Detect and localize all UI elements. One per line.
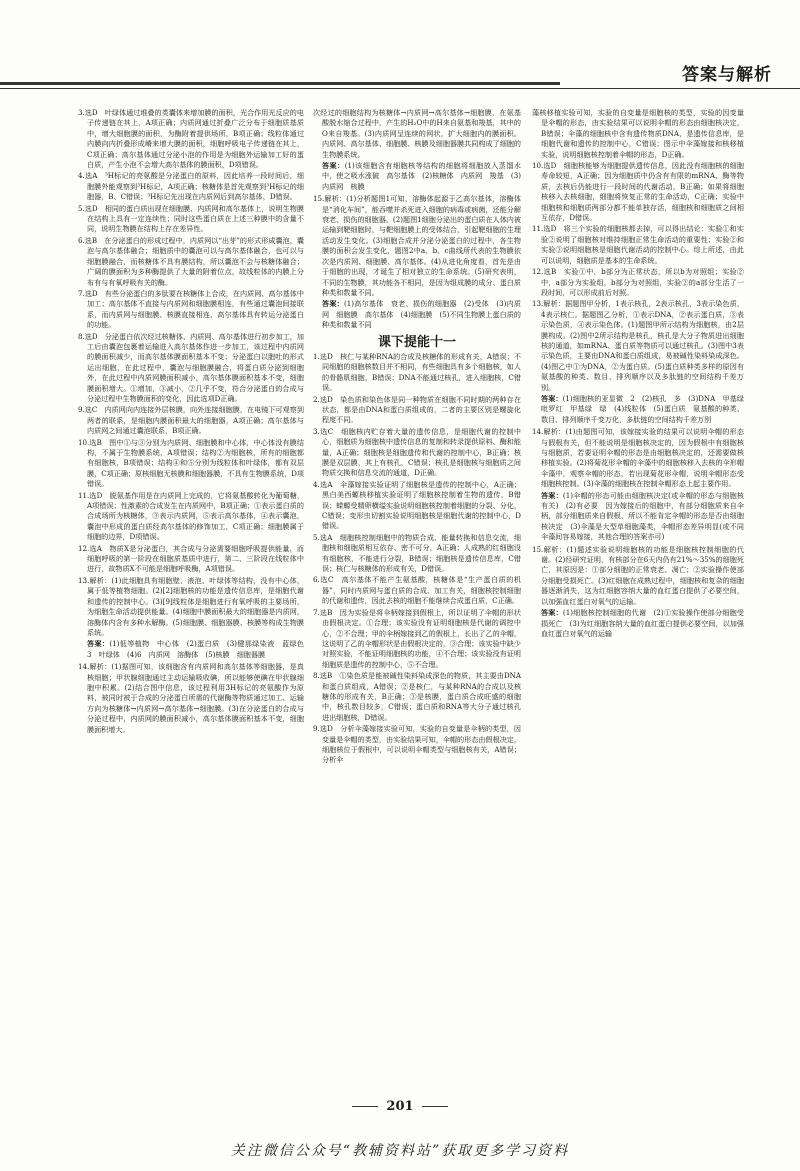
explanation-item: 10.选B 图中①与③分别为内质网、细胞膜和中心体，中心体没有膜结构，不属于生物膜系统，A项错误；结构②为细胞核，所有的细胞都有细胞核，B项错误；结构④和⑤分别为线粒体和叶绿体，都有双层膜，C项正确；原核细胞无核膜和细胞器膜，不具有生物膜系统，D项错误。	[78, 437, 304, 489]
answer-block	[313, 161, 521, 192]
explanation-item: 12.选B 实验①中，b部分为正常状态，所以b为对照组；实验②中，a部分为实验组，b部分为对照组，实验②的a部分生活了一段时间，可以形成前后对照。	[532, 267, 744, 297]
explanation-item: 14.解析：(1)据图可知，该细胞含有内质网和高尔基体等细胞器，是真核细胞；甲状腺细胞通过主动运输吸收碘，所以能够使碘在甲状腺细胞中积累。(2)结合图中信息，该过程利用3H标记的亮氨酸作为原料，被同时被于合成的分泌蛋白所需的代谢酶等物质通过加工、运输方向为核糖体→内质网→高尔基体→细胞膜。(3)在分泌蛋白的合成与分泌过程中，内质网的膜面积减小，高尔基体膜面积基本不变，细胞膜面积增大。	[78, 662, 304, 734]
answer-label: 答案：	[87, 639, 110, 649]
footer-note: 关注微信公众号“教辅资料站”获取更多学习资料	[230, 1143, 570, 1159]
column-1	[78, 108, 312, 1108]
page-number-row	[0, 1099, 800, 1114]
page-header	[0, 0, 800, 92]
column-3	[532, 108, 744, 1108]
explanation-item: 10.选D 细胞核能够为细胞提供遗传信息，因此没有细胞核的细胞寿命较短，A正确；因为细胞质中仍含有有限的mRNA、酶等物质，去核后仍能进行一段时间的代谢活动，B正确；如果将细胞核移入去核细胞，细胞将恢复正常的生命活动，C正确；实验中细胞核和细胞质两部分都不能单独存活，细胞核和细胞质之间相互依存，D错误。	[532, 161, 744, 223]
answer-text: (1)该细胞含有细胞核等结构的细胞将细胞放入蒸馏水中，使之吸水涨破 高尔基体 (2)核糖体 内质网 羧基 (3)内质网 核膜	[322, 161, 522, 191]
explanation-item: 次经过的细胞结构为核糖体→内质网→高尔基体→细胞膜，在氨基酸脱水缩合过程中，产生的H₂O中的H来自氨基和羧基，其中的O来自羧基。(3)内质网呈连续的网状，扩大细胞内的膜面积。内质网、高尔基体、细胞膜、核膜及细胞器膜共同构成了细胞的生物膜系统。	[313, 108, 521, 159]
answer-label: 答案：	[541, 490, 563, 500]
answer-block	[532, 394, 744, 425]
answer-label: 答案：	[541, 608, 563, 618]
explanation-item: 11.选D 将三个实验的细胞核都去掉，可以得出结论：实验①和实验②说明了细胞核对维持细胞正常生命活动的重要性；实验②和实验③说明细胞核是细胞代谢活动的控制中心。综上所述，由此可以说明，细胞质是基本的生命系统。	[532, 224, 744, 265]
header-thick-rule	[0, 82, 560, 85]
header-title: 答案与解析	[682, 65, 772, 85]
page-number: 201	[386, 1099, 414, 1114]
explanation-item: 3.选C 细胞核内贮存着大量的遗传信息，是细胞代谢的控制中心，细胞质为细胞核中遗传信息的复制和转录提供原料、酶和能量，A正确；细胞核是细胞遗传和代谢的控制中心，B正确；核膜是双层膜，其上有核孔，C错误；核孔是细胞核与细胞质之间物质交换和信息交流的通道，D正确。	[313, 426, 521, 478]
answer-block	[78, 639, 312, 660]
answer-label: 答案：	[322, 299, 344, 309]
answer-block	[532, 491, 744, 543]
explanation-item: 9.选D 分析伞藻嫁接实验可知，实验的自变量是伞柄的类型，因变量是伞帽的类型，由实验结果可知，伞帽的形态由假根决定，细胞核位于假根中，可以说明伞帽类型与细胞核有关，A错误；分析伞	[313, 724, 521, 765]
explanation-item: 1.选D 核仁与某种RNA的合成及核糖体的形成有关，A错误；不同细胞的细胞核数目并不相同，有些细胞具有多个细胞核，如人的骨骼肌细胞，B错误；DNA不能通过核孔，进入细胞核，C错误。	[313, 351, 521, 393]
answer-text: (1)低等植物 中心体 (2)蛋白质 (3)健那绿染液 蓝绿色 3 叶绿体 (4)6 内质网 溶酶体 (5)核膜 细胞器膜	[87, 639, 312, 659]
answer-block	[313, 299, 521, 330]
explanation-item: 5.选A 细胞核控制细胞中的物质合成、能量转换和信息交流，细胞核和细胞质相互依存、密不可分，A正确；人成熟的红细胞没有细胞核，不能进行分裂，B错误；细胞核是遗传信息库，C错误；核仁与核糖体的形成有关，D错误。	[313, 532, 521, 574]
explanation-item: 藻核移植实验可知，实验的自变量是细胞核的类型，实验的因变量是伞帽的形态，由实验结果可以说明伞帽的形态由细胞核决定，B错误；伞藻的细胞核中含有遗传物质DNA，是遗传信息库，是细胞代谢和遗传的控制中心，C错误；图示中伞藻嫁接和核移植实验，说明细胞核控制着伞帽的形态，D正确。	[532, 108, 744, 159]
answer-label: 答案：	[541, 393, 563, 403]
explanation-item: 2.选D 染色质和染色体是同一种物质在细胞不同时期的两种存在状态，都是由DNA和蛋白质组成的，二者的主要区别是螺旋化程度不同。	[313, 394, 521, 425]
explanation-item: 3.选D 叶绿体通过堆叠的类囊体来增加膜的面积，光合作用光反应的电子传递链在其上，A项正确；内质网通过折叠广泛分布于细胞质基质中，增大细胞膜的面积，为酶附着提供场所，B项正确；线粒体通过内膜向内折叠形成嵴来增大膜的面积，细胞呼吸电子传递链在其上，C项正确；高尔基体通过分泌小泡的作用是为细胞外运输加工好的蛋白质，产生小泡不会增大高尔基体的膜面积，D项错误。	[78, 108, 304, 170]
answer-block	[532, 608, 744, 639]
answer-label: 答案：	[322, 161, 345, 171]
explanation-item: 12.选A 物质X是分泌蛋白，其合成与分泌需要细胞呼吸提供能量，而细胞呼吸的第一阶段在细胞质基质中进行，第二、三阶段在线粒体中进行，故物质X不可能是细胞呼吸酶，A项错误。	[78, 543, 304, 574]
explanation-item: 14.解析：(1)由题图可知，该嫁接实验的结果可以说明伞帽的形态与假根有关，但不能说明是细胞核决定的，因为假根中有细胞核与细胞质，若要证明伞帽的形态是由细胞核决定的，还需要做核移植实验。(2)将菊花形伞帽的伞藻中的细胞核移入去核的伞形帽伞藻中，观察伞帽的形态，若出现菊花形伞帽，说明伞帽形态受细胞核控制。(3)伞藻的细胞核在控制伞帽形态上起主要作用。	[532, 427, 744, 489]
explanation-item: 7.选D 有些分泌蛋白的多肽要在核糖体上合成，在内质网、高尔基体中加工；高尔基体不直接与内质网和细胞膜相连，有些通过囊泡间接联系，而内质网与细胞膜、核膜直接相连，高尔基体具有转运分泌蛋白的功能。	[78, 288, 304, 330]
explanation-item: 11.选D 脱氨基作用是在内质网上完成的，它将氨基酸转化为葡萄糖，A项错误；性激素的合成发生在内质网中，B项正确；①表示蛋白质的合成场所为核糖体，③表示内质网，⑤表示高尔基体，④表示囊泡，囊泡中形成的蛋白质经高尔基体的修饰加工，C项正确；细胞膜属于细胞的边界，D项错误。	[78, 490, 304, 542]
explanation-item: 8.选B ①染色质是能被碱性染料染成深色的物质，其主要由DNA和蛋白质组成，A错误；②是核仁，与某种RNA的合成以及核糖体的形成有关，B正确；③是核膜，蛋白质合成旺盛的细胞中，核孔数目较多，C错误；蛋白质和RNA等大分子通过核孔进出细胞核，D错误。	[313, 671, 521, 722]
answer-text: (1)伞帽的形态可能由细胞核决定(或伞帽的形态与细胞核有关) (2)有必要 因为嫁接后的细胞中，有部分细胞质来自伞柄，部分细胞质来自假根，所以不能肯定伞帽的形态是否由细胞核决定 (3)伞藻是大型单细胞藻类，伞帽形态差异明显(或不同伞藻间容易嫁接，其他合理的答案亦可)	[541, 490, 744, 542]
explanation-item: 15.解析：(1)题述实验说明细胞核的功能是细胞核控制细胞的代谢。(2)经研究证明，有核部分在6天内仍有21%～35%的细胞死亡，其原因是：①部分细胞的正常衰老、凋亡；②实验操作使部分细胞受损死亡。(3)红细胞在成熟过程中，细胞核和复杂的细胞器逐渐消失，这为红细胞容纳大量的血红蛋白提供了必要空间，以加强血红蛋白对氧气的运输。	[532, 544, 744, 606]
answer-text: (1)细胞核的亚显微 2 (2)核孔 多 (3)DNA 甲基绿吡罗红 甲基绿 绿 (4)线粒体 (5)蛋白质 氨基酸的种类、数目、排列顺序千变万化，多肽链的空间结构千差万别	[541, 393, 744, 424]
explanation-item: 4.选A 伞藻嫁接实验证明了细胞核是遗传的控制中心，A正确；黑白美西螈核移植实验证明了细胞核控制着生物的遗传，B错误；蝾螈受精卵横缢实验说明细胞核控制着细胞的分裂、分化，C错误；变形虫切割实验说明细胞核是细胞代谢的控制中心，D错误。	[313, 479, 521, 531]
header-rule	[0, 88, 800, 89]
section-heading: 课下提能十一	[377, 334, 456, 350]
explanation-item: 8.选D 分泌蛋白依次经过核糖体、内质网、高尔基体进行初步加工，加工后由囊泡包裹着运输进入高尔基体作进一步加工，该过程中内质网的膜面积减少，而高尔基体膜面积基本不变；分泌蛋白以胞吐的形式运出细胞，在此过程中，囊泡与细胞膜融合，将蛋白质分泌到细胞外，在此过程中内质网膜面积减小，高尔基体膜面积基本不变，细胞膜面积增大。①增加，③减小，②几乎不变，符合分泌蛋白的合成与分泌过程中生物膜面积的变化，因此选项D正确。	[78, 331, 304, 403]
page-number-rule-right	[422, 1106, 448, 1107]
explanation-item: 15.解析：(1)分析题图1可知，溶酶体起源于乙高尔基体，溶酶体是“消化车间”，能吞噬并杀死进入细胞的病毒或病菌，还能分解衰老、损伤的细胞器。(2)题图1细胞分泌出的蛋白质在人体内被运输到靶细胞时，与靶细胞膜上的受体结合，引起靶细胞的生理活动发生变化。(3)细胞合成并分泌分泌蛋白的过程中，各生物膜的面积会发生变化，题图2中a、b、c曲线所代表的生物膜依次是内质网、细胞膜、高尔基体。(4)从进化角度看，首先是由于细胞的出现，才诞生了相对独立的生命系统。(5)研究表明，不同的生物膜，其功能各不相同，是因为组成膜的成分、蛋白质种类和数量不同。	[313, 194, 521, 297]
explanation-item: 5.选D 相同的蛋白质出现在细胞膜、内质网和高尔基体上，说明生物膜在结构上具有一定连续性；同时这些蛋白质在上述三种膜中的含量不同，说明生物膜在结构上存在差异性。	[78, 203, 304, 234]
explanation-item: 4.选A ³H标记的亮氨酸是分泌蛋白的原料，因此培养一段时间后，细胞膜外能观察到³H标记，A项正确；核糖体是首先观察到³H标记的细胞器，B、C错误；³H标记先出现在内质网后到高尔基体，D错误。	[78, 171, 304, 202]
explanation-item: 7.选B 因为实验是将伞柄嫁接到假根上，所以证明了伞帽的形状由假根决定。①合理；该实验没有证明细胞核是代谢的调控中心，②不合理；甲的伞柄嫁接到乙的假根上，长出了乙的伞帽，这说明了乙的伞帽形状是由假根决定的，③合理；该实验中缺少对照实验，不能证明细胞核的功能，④不合理；该实验没有证明细胞质是遗传的控制中心，⑤不合理。	[313, 607, 521, 669]
explanation-item: 6.选C 高尔基体不能产生氨基酸，核糖体是“生产蛋白质的机器”，同时内质网与蛋白质的合成、加工有关，细胞核控制细胞的代谢和遗传，因此去核的细胞不能继续合成蛋白质，C正确。	[313, 575, 521, 606]
page-number-rule-left	[352, 1106, 378, 1107]
explanation-item: 9.选C 内质网向内连接外层核膜，向外连接细胞膜，在电镜下可观察到两者的联系，是细胞内膜面积最大的细胞器，A项正确；高尔基体与内质网之间通过囊泡联系，B项正确。	[78, 405, 304, 436]
explanation-item: 6.选B 在分泌蛋白的形成过程中，内质网以“出芽”的形式形成囊泡，囊泡与高尔基体融合；细胞质中的囊泡可以与高尔基体融合，也可以与细胞膜融合，而核糖体不具有膜结构，所以囊泡不会与核糖体融合；广阔的膜面积为多种酶提供了大量的附着位点，故线粒体的内膜上分布有与有氧呼吸有关的酶。	[78, 235, 304, 287]
answer-text: (1)细胞核控制细胞的代谢 (2)①实验操作使部分细胞受损死亡 (3)为红细胞容纳大量的血红蛋白提供必要空间，以加强血红蛋白对氧气的运输	[541, 608, 744, 638]
answer-text: (1)高尔基体 衰老、损伤的细胞器 (2)受体 (3)内质网 细胞膜 高尔基体 (4)细胞膜 (5)不同生物膜上蛋白质的种类和数量不同	[322, 299, 521, 330]
column-2	[313, 108, 521, 1108]
explanation-item: 13.解析：据题图甲分析，1表示核孔，2表示核孔，3表示染色质，4表示核仁。据题图乙分析，①表示DNA，②表示蛋白质，③表示染色质，④表示染色体。(1)题图甲所示结构为细胞核，由2层膜构成。(2)图中2所示结构是核孔，核孔是大分子物质进出细胞核的通道，如mRNA、蛋白质等物质可以通过核孔。(3)图中3表示染色质，主要由DNA和蛋白质组成，易被碱性染料染成深色。(4)图乙中①为DNA，②为蛋白质。(5)蛋白质种类多样的原因有氨基酸的种类、数目、排列顺序以及多肽链的空间结构千差万别。	[532, 299, 744, 392]
explanation-item: 13.解析：(1)此细胞具有细胞壁、液泡、叶绿体等结构，没有中心体，属于低等植物细胞。(2)[2]细胞核的功能是遗传信息库，是细胞代谢和遗传的控制中心。(3)[9]线粒体是细胞进行有氧呼吸的主要场所，为细胞生命活动提供能量。(4)细胞中膜面积最大的细胞器是内质网，溶酶体内含有多种水解酶。(5)细胞膜、细胞器膜、核膜等构成生物膜系统。	[78, 575, 304, 637]
